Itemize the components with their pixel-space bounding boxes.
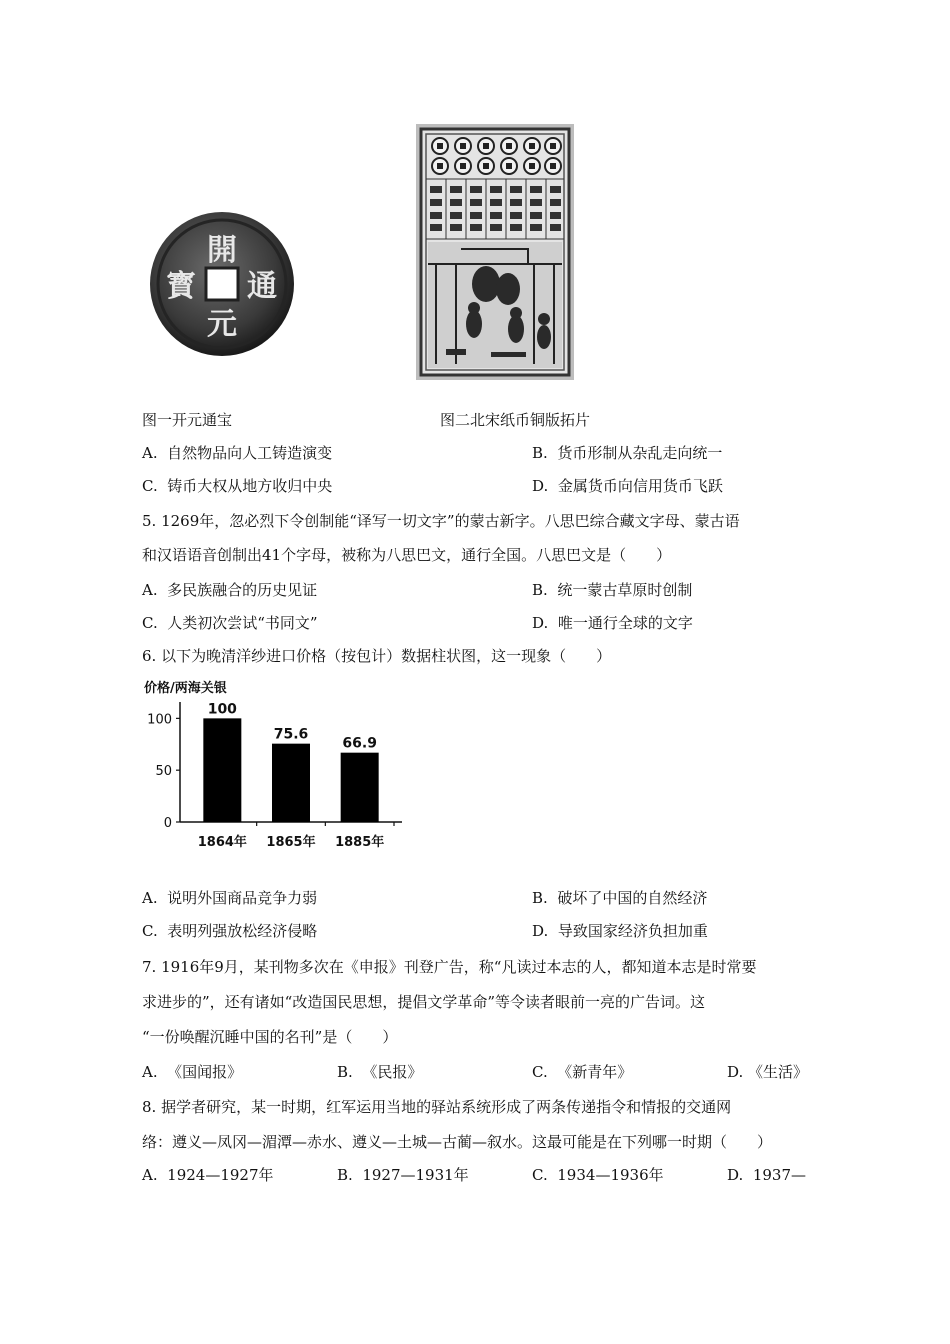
y-tick-label: 0 [163, 816, 172, 831]
q8-option-b [337, 1165, 469, 1185]
q6-stem-line1: 6. 以下为晚清洋纱进口价格（按包计）数据柱状图，这一现象（ ） [142, 647, 612, 665]
coin-char-top: 開 [207, 233, 237, 268]
bar [203, 718, 241, 822]
option-text: 统一蒙古草原时创制 [557, 581, 693, 599]
q5-option-b [532, 580, 692, 600]
option-label: C. [142, 477, 158, 495]
bar-value-label: 66.9 [342, 735, 377, 752]
option-text: 金属货币向信用货币飞跃 [557, 477, 723, 495]
note-caption: 图二北宋纸币铜版拓片 [440, 411, 591, 429]
option-label: D. [532, 614, 549, 632]
kaiyuan-coin-image [148, 210, 296, 358]
q6-option-c [142, 921, 317, 941]
q7-option-c [532, 1062, 632, 1082]
option-text: 人类初次尝试“书同文” [167, 614, 318, 632]
coin-char-bottom: 元 [207, 307, 237, 342]
q7-option-d [727, 1062, 808, 1082]
y-tick-label: 100 [147, 712, 172, 728]
option-label: C. [532, 1063, 548, 1081]
option-text: 《新青年》 [557, 1063, 633, 1081]
option-text: 《国闻报》 [167, 1063, 243, 1081]
chart-svg [140, 680, 420, 855]
option-label: B. [532, 889, 548, 907]
q6-option-b [532, 888, 707, 908]
q8-option-a [142, 1165, 274, 1185]
option-text: 《民报》 [362, 1063, 423, 1081]
option-label: B. [337, 1166, 353, 1184]
bar [341, 753, 379, 822]
option-label: B. [532, 444, 548, 462]
coin-caption: 图一开元通宝 [142, 411, 233, 429]
option-text: 多民族融合的历史见证 [167, 581, 318, 599]
q8-option-c [532, 1165, 664, 1185]
q8-option-d [727, 1165, 806, 1185]
q5-option-c [142, 613, 318, 633]
song-paper-money-rubbing-image [416, 124, 574, 380]
x-tick-label: 1865年 [266, 835, 316, 850]
q7-option-b [337, 1062, 422, 1082]
q6-option-d [532, 921, 708, 941]
coin-char-left: 寳 [166, 269, 196, 304]
option-label: A. [142, 1166, 158, 1184]
q4-option-a [142, 443, 332, 463]
option-text: 唯一通行全球的文字 [557, 614, 693, 632]
option-label: A. [142, 581, 158, 599]
q5-stem-line2: 和汉语语音创制出41个字母，被称为八思巴文，通行全国。八思巴文是（ ） [142, 546, 672, 564]
bar-value-label: 100 [207, 701, 237, 718]
option-label: A. [142, 889, 158, 907]
q5-option-d [532, 613, 693, 633]
option-label: C. [142, 922, 158, 940]
option-text: 1924—1927年 [167, 1166, 274, 1184]
q6-option-a [142, 888, 317, 908]
option-text: 货币形制从杂乱走向统一 [557, 444, 723, 462]
option-label: A. [142, 1063, 158, 1081]
option-text: 导致国家经济负担加重 [557, 922, 708, 940]
option-text: 《生活》 [748, 1063, 809, 1081]
option-text: 自然物品向人工铸造演变 [167, 444, 333, 462]
option-label: D. [532, 477, 549, 495]
option-label: D. [727, 1166, 744, 1184]
option-text: 表明列强放松经济侵略 [167, 922, 318, 940]
bar-value-label: 75.6 [273, 726, 309, 743]
yarn-price-bar-chart [140, 680, 420, 855]
q4-option-c [142, 476, 332, 496]
q5-option-a [142, 580, 317, 600]
q4-option-b [532, 443, 722, 463]
option-text: 1937— [752, 1166, 806, 1184]
option-label: B. [532, 581, 548, 599]
option-text: 说明外国商品竞争力弱 [167, 889, 318, 907]
q7-stem-line3: “一份唤醒沉睡中国的名刊”是（ ） [142, 1028, 398, 1046]
x-tick-label: 1885年 [335, 835, 385, 850]
q8-stem-line1: 8. 据学者研究，某一时期，红军运用当地的驿站系统形成了两条传递指令和情报的交通网 [142, 1098, 732, 1116]
q7-stem-line1: 7. 1916年9月，某刊物多次在《申报》刊登广告，称“凡读过本志的人，都知道本志是时常要 [142, 958, 757, 976]
chart-ylabel: 价格/两海关银 [144, 681, 227, 696]
coin-char-right: 通 [247, 269, 277, 304]
q8-stem-line2: 络：遵义—凤冈—湄潭—赤水、遵义—土城—古蔺—叙水。这最可能是在下列哪一时期（ ） [142, 1133, 773, 1151]
option-label: C. [532, 1166, 548, 1184]
option-text: 破坏了中国的自然经济 [557, 889, 708, 907]
option-label: D. [532, 922, 549, 940]
option-label: A. [142, 444, 158, 462]
q7-stem-line2: 求进步的”，还有诸如“改造国民思想，提倡文学革命”等令读者眼前一亮的广告词。这 [142, 993, 706, 1011]
option-label: B. [337, 1063, 353, 1081]
option-label: C. [142, 614, 158, 632]
q4-option-d [532, 476, 723, 496]
bar [272, 744, 310, 822]
option-text: 1934—1936年 [557, 1166, 664, 1184]
option-label: D. [727, 1063, 744, 1081]
option-text: 铸币大权从地方收归中央 [167, 477, 333, 495]
q7-option-a [142, 1062, 242, 1082]
option-text: 1927—1931年 [362, 1166, 469, 1184]
q5-stem-line1: 5. 1269年，忽必烈下令创制能“译写一切文字”的蒙古新字。八思巴综合藏文字母、蒙古语 [142, 512, 740, 530]
y-tick-label: 50 [155, 764, 172, 780]
x-tick-label: 1864年 [197, 835, 247, 850]
